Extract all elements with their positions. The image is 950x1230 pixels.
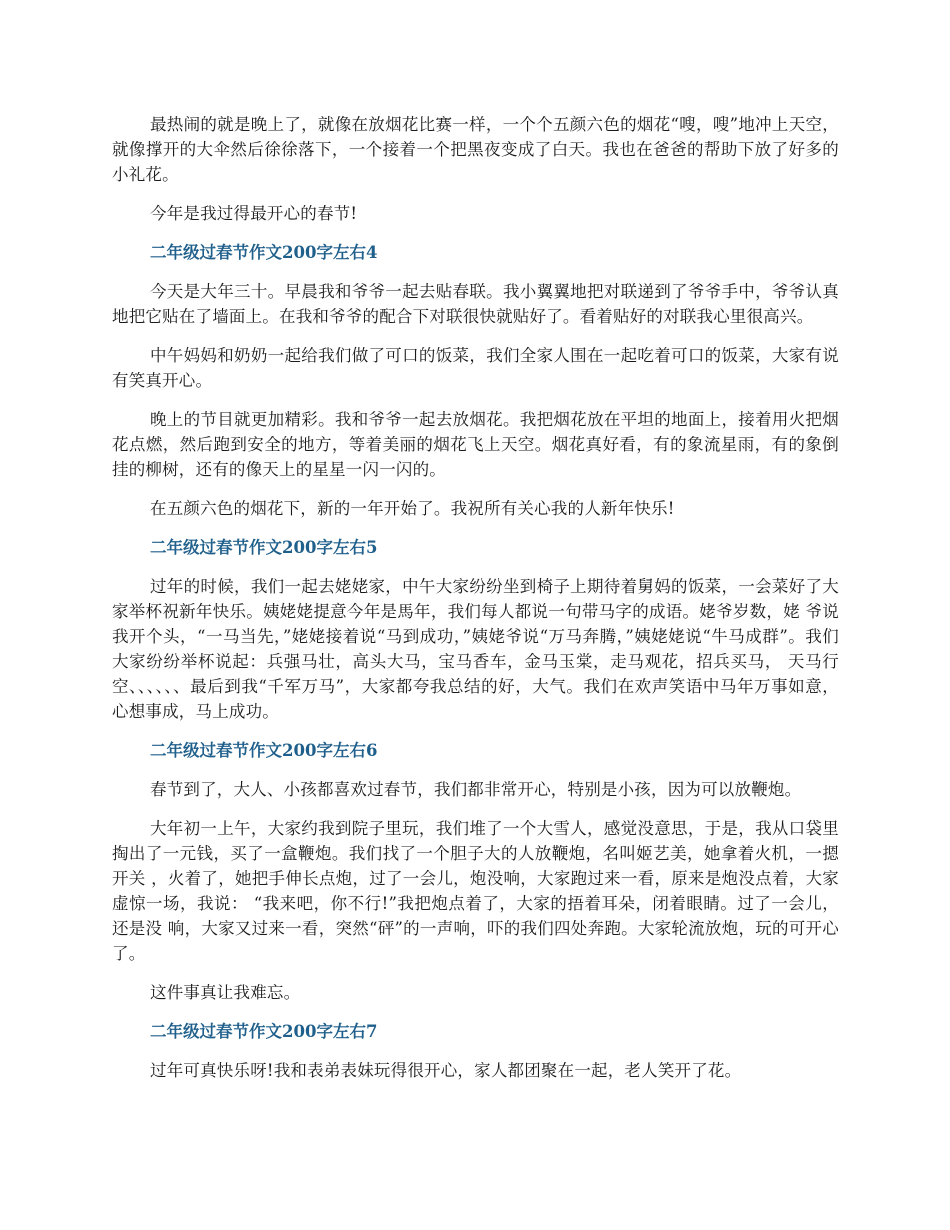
paragraph: 春节到了，大人、小孩都喜欢过春节，我们都非常开心，特别是小孩，因为可以放鞭炮。: [150, 780, 802, 799]
paragraph: 大年初一上午，大家约我到院子里玩，我们堆了一个大雪人，感觉没意思，于是，我从口袋里掏出了一元钱，买了一盒鞭炮。我们找了一个胆子大的人放鞭炮，名叫姬艺美，她拿着火机，一摁开关 ，火着了，她把手伸长点炮，过了一会儿，炮没响，大家跑过来一看，原来是炮没点着，大家虚惊一场，我说： “我来吧，你不行!”我把炮点着了，大家的捂着耳朵，闭着眼睛。过了一会儿，还是没 响，大家又过来一看，突然“砰”的一声响，吓的我们四处奔跑。大家轮流放炮，玩的可开心了。: [112, 819, 839, 963]
section-heading: 二年级过春节作文200字左右5: [150, 538, 378, 557]
paragraph: 最热闹的就是晚上了，就像在放烟花比赛一样，一个个五颜六色的烟花“嗖，嗖”地冲上天空，就像撑开的大伞然后徐徐落下，一个接着一个把黑夜变成了白天。我也在爸爸的帮助下放了好多的小礼花。: [112, 115, 839, 184]
paragraph: 这件事真让我难忘。: [150, 983, 301, 1002]
section-heading: 二年级过春节作文200字左右4: [150, 243, 378, 262]
paragraph: 在五颜六色的烟花下，新的一年开始了。我祝所有关心我的人新年快乐!: [150, 499, 675, 518]
section-heading: 二年级过春节作文200字左右6: [150, 741, 378, 760]
document-page: [112, 112, 839, 1097]
paragraph: 今年是我过得最开心的春节!: [150, 204, 358, 223]
paragraph: 今天是大年三十。早晨我和爷爷一起去贴春联。我小翼翼地把对联递到了爷爷手中，爷爷认真地把它贴在了墙面上。在我和爷爷的配合下对联很快就贴好了。看着贴好的对联我心里很高兴。: [112, 282, 839, 326]
paragraph: 中午妈妈和奶奶一起给我们做了可口的饭菜，我们全家人围在一起吃着可口的饭菜，大家有说有笑真开心。: [112, 346, 839, 390]
paragraph: 晚上的节目就更加精彩。我和爷爷一起去放烟花。我把烟花放在平坦的地面上，接着用火把烟花点燃，然后跑到安全的地方，等着美丽的烟花飞上天空。烟花真好看，有的象流星雨，有的象倒挂的柳树，还有的像天上的星星一闪一闪的。: [112, 410, 839, 479]
paragraph: 过年可真快乐呀!我和表弟表妹玩得很开心，家人都团聚在一起，老人笑开了花。: [150, 1061, 742, 1080]
paragraph: 过年的时候，我们一起去姥姥家，中午大家纷纷坐到椅子上期待着舅妈的饭菜，一会菜好了大家举杯祝新年快乐。姨姥姥提意今年是馬年，我们每人都说一句带马字的成语。姥爷岁数，姥 爷说我开个头，“一马当先，”姥姥接着说“马到成功，”姨姥爷说“万马奔腾，”姨姥姥说“牛马成群”。我们大家纷纷举杯说起：兵强马壮，高头大马，宝马香车，金马玉棠，走马观花，招兵买马， 天马行空、、、、、、最后到我“千军万马”，大家都夸我总结的好，大气。我们在欢声笑语中马年万事如意，心想事成，马上成功。: [112, 577, 839, 721]
section-heading: 二年级过春节作文200字左右7: [150, 1022, 378, 1041]
